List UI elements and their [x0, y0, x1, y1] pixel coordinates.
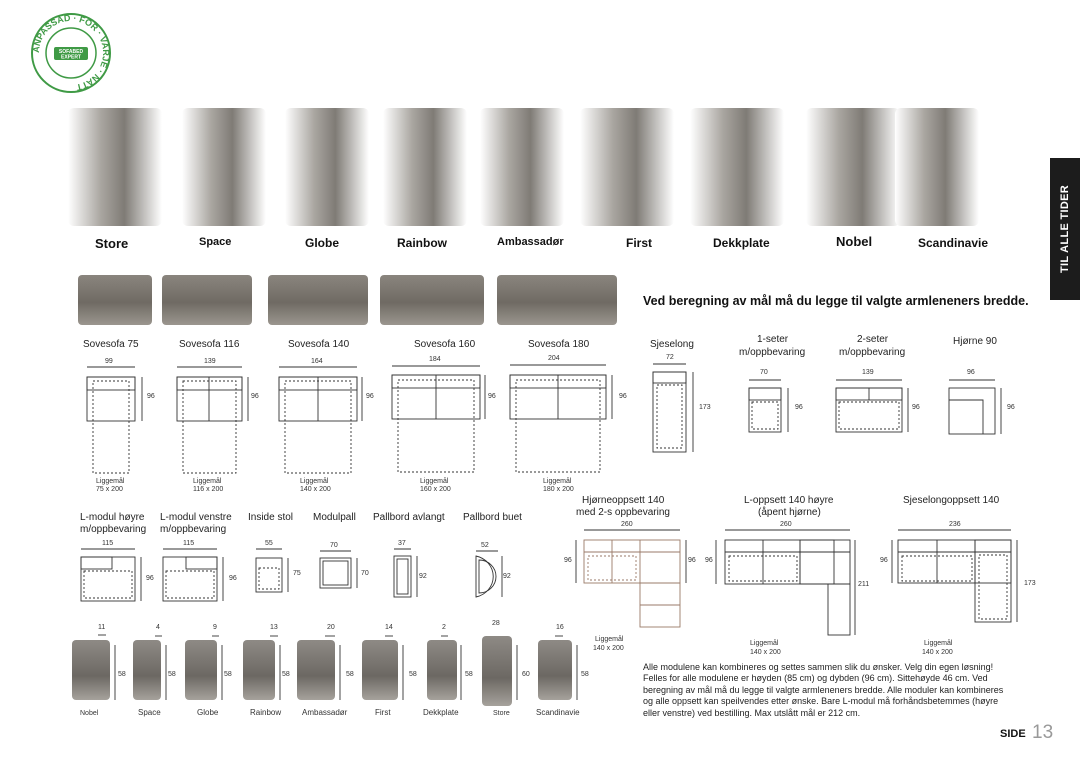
armrest-width-name: Dekkplate	[423, 708, 459, 717]
armrest-name: First	[626, 236, 653, 250]
dim-depth: 96	[488, 393, 496, 400]
dim-width: 139	[862, 369, 874, 376]
armrest-width: 4	[156, 624, 160, 631]
dim-width: 70	[760, 369, 768, 376]
dim-width: 260	[621, 521, 633, 528]
module-name: Modulpall	[313, 512, 356, 523]
dim-depth: 92	[503, 573, 511, 580]
drawing-hjorneoppsett	[576, 530, 686, 627]
setup-name: Hjørneoppsett 140	[582, 495, 665, 506]
dim-depth: 211	[858, 581, 870, 588]
dim-depth: 70	[361, 570, 369, 577]
module-name: Hjørne 90	[953, 336, 997, 347]
stamp-ring-text: ANPASSAD · FÖR · VARJE · NATT	[30, 12, 112, 93]
dim-depth: 96	[688, 557, 696, 564]
drawing-2-seter	[836, 380, 908, 432]
armrest-width: 14	[385, 624, 393, 631]
module-name: L-modul høyre	[80, 512, 145, 523]
dim-depth: 96	[564, 557, 572, 564]
dim-width: 164	[311, 358, 323, 365]
module-name: Inside stol	[248, 512, 294, 523]
drawing-l-modul-venstre	[163, 549, 223, 601]
drawing-pallbord-avlangt	[394, 549, 417, 597]
sovesofa-name: Sovesofa 160	[414, 339, 476, 350]
dim-depth: 96	[147, 393, 155, 400]
liggemal-label: Liggemål	[543, 478, 572, 485]
module-name: Sjeselong	[650, 339, 694, 350]
liggemal-label: Liggemål	[96, 478, 125, 485]
module-name: 1-seter	[757, 334, 789, 345]
armrest-height: 58	[224, 671, 232, 678]
dim-depth: 92	[419, 573, 427, 580]
armrest-height: 60	[522, 671, 530, 678]
drawing-sjeselongoppsett	[892, 530, 1017, 622]
dim-width: 37	[398, 540, 406, 547]
armrest-name: Space	[199, 236, 232, 248]
liggemal-value: 160 x 200	[420, 486, 451, 493]
armrest-height: 58	[168, 671, 176, 678]
armrest-width-name: First	[375, 708, 391, 717]
armrest-width-name: Ambassadør	[302, 708, 348, 717]
armrest-name: Ambassadør	[497, 236, 564, 248]
armrest-height: 58	[282, 671, 290, 678]
armrest-photo-small	[362, 640, 398, 700]
armrest-width: 2	[442, 624, 446, 631]
armrest-width: 28	[492, 620, 500, 627]
setup-name: L-oppsett 140 høyre	[744, 495, 834, 506]
liggemal-label: Liggemål	[595, 636, 624, 643]
dim-depth: 96	[251, 393, 259, 400]
drawing-1-seter	[749, 380, 788, 432]
dim-width: 204	[548, 355, 560, 362]
dim-depth: 96	[366, 393, 374, 400]
liggemal-value: 140 x 200	[300, 486, 331, 493]
armrest-photo-small	[243, 640, 275, 700]
drawing-inside-stol	[256, 549, 288, 592]
page-number: 13	[1032, 722, 1054, 743]
dim-depth: 96	[880, 557, 888, 564]
armrest-name: Globe	[305, 236, 340, 250]
armrest-photo-small	[185, 640, 217, 700]
armrest-height: 58	[346, 671, 354, 678]
liggemal-label: Liggemål	[750, 640, 779, 647]
dim-width: 72	[666, 354, 674, 361]
stamp-line2: EXPERT	[60, 54, 82, 61]
armrest-width-name: Rainbow	[250, 708, 282, 717]
armrest-height: 58	[118, 671, 126, 678]
drawing-l-oppsett	[716, 530, 855, 635]
dim-width: 260	[780, 521, 792, 528]
drawing-sovesofa-180	[510, 365, 612, 472]
dim-width: 115	[183, 540, 195, 547]
dim-width: 236	[949, 521, 961, 528]
armrest-photo-small	[538, 640, 572, 700]
liggemal-value: 140 x 200	[922, 649, 953, 656]
sidebar-label: TIL ALLE TIDER	[1059, 185, 1071, 273]
armrest-photo-small	[427, 640, 457, 700]
setup-name: med 2-s oppbevaring	[576, 507, 670, 518]
dim-depth: 96	[705, 557, 713, 564]
liggemal-label: Liggemål	[420, 478, 449, 485]
module-name: m/oppbevaring	[839, 347, 906, 358]
dim-depth: 173	[699, 404, 711, 411]
dim-width: 52	[481, 542, 489, 549]
liggemal-value: 75 x 200	[96, 486, 123, 493]
module-name: Pallbord buet	[463, 512, 522, 523]
dim-width: 55	[265, 540, 273, 547]
module-name: Pallbord avlangt	[373, 512, 445, 523]
liggemal-value: 140 x 200	[750, 649, 781, 656]
liggemal-label: Liggemål	[924, 640, 953, 647]
armrest-height: 58	[465, 671, 473, 678]
armrest-width: 16	[556, 624, 564, 631]
armrest-width-name: Nobel	[80, 710, 99, 717]
armrest-width: 13	[270, 624, 278, 631]
dim-depth: 96	[146, 575, 154, 582]
drawing-sovesofa-160	[392, 366, 485, 472]
armrest-photo-small	[482, 636, 512, 706]
module-name: L-modul venstre	[160, 512, 232, 523]
armrest-width: 20	[327, 624, 335, 631]
liggemal-label: Liggemål	[193, 478, 222, 485]
sovesofa-name: Sovesofa 116	[179, 339, 240, 350]
setup-name: Sjeselongoppsett 140	[903, 495, 1000, 506]
sovesofa-name: Sovesofa 75	[83, 339, 139, 350]
stamp-line1: SOFABED	[58, 49, 84, 55]
dim-depth: 75	[293, 570, 301, 577]
drawing-hjorne-90	[949, 380, 1001, 434]
armrest-name: Store	[95, 236, 129, 251]
dim-depth: 96	[1007, 404, 1015, 411]
armrest-name: Nobel	[836, 234, 873, 249]
armrest-name: Dekkplate	[713, 236, 770, 250]
armrest-width: 9	[213, 624, 217, 631]
setup-name: (åpent hjørne)	[758, 507, 821, 518]
headline: Ved beregning av mål må du legge til valgte armleneners bredde.	[643, 294, 1029, 308]
dim-depth: 96	[795, 404, 803, 411]
armrest-photo-small	[133, 640, 161, 700]
module-name: m/oppbevaring	[160, 524, 227, 535]
dim-depth: 96	[229, 575, 237, 582]
armrest-height: 58	[409, 671, 417, 678]
dim-depth: 173	[1024, 580, 1036, 587]
module-name: 2-seter	[857, 334, 889, 345]
liggemal-value: 116 x 200	[193, 486, 224, 493]
dim-width: 115	[102, 540, 114, 547]
dim-width: 99	[105, 358, 113, 365]
drawing-sovesofa-116	[177, 367, 248, 473]
armrest-width-name: Scandinavie	[536, 708, 580, 717]
dim-width: 184	[429, 356, 441, 363]
sovesofa-name: Sovesofa 140	[288, 339, 350, 350]
armrest-width-name: Space	[138, 708, 161, 717]
liggemal-label: Liggemål	[300, 478, 329, 485]
armrest-name: Scandinavie	[918, 236, 989, 250]
liggemal-value: 180 x 200	[543, 486, 574, 493]
page-side-label: SIDE	[1000, 728, 1026, 740]
dim-depth: 96	[619, 393, 627, 400]
info-paragraph: Alle modulene kan kombineres og settes sammen slik du ønsker. Velg din egen løsning! Felles for alle modulene er høyden (85 cm) og dybden (96 cm). Sittehøyde 46 cm. Ved beregning av mål må du legge til valgte armleneners bredde. Alle moduler kan kombineres og alle oppsett kan speilvendes etter ønske. Bare L-modul må forhåndsbetemmes (høyre eller venstre) ved bestilling. Max utslått mål er 212 cm.	[643, 662, 1004, 718]
module-name: m/oppbevaring	[80, 524, 147, 535]
drawing-modulpall	[320, 551, 357, 588]
drawing-sjeselong	[653, 364, 693, 452]
drawing-pallbord-buet	[476, 551, 502, 597]
drawing-l-modul-hoyre	[81, 549, 141, 601]
armrest-width-name: Store	[493, 710, 510, 717]
drawing-sovesofa-75	[87, 367, 142, 473]
dim-width: 96	[967, 369, 975, 376]
dim-width: 70	[330, 542, 338, 549]
armrest-photo-small	[297, 640, 335, 700]
drawing-sovesofa-140	[279, 367, 362, 473]
armrest-height: 58	[581, 671, 589, 678]
armrest-width: 11	[98, 624, 106, 631]
armrest-name: Rainbow	[397, 236, 447, 250]
module-name: m/oppbevaring	[739, 347, 806, 358]
dim-width: 139	[204, 358, 216, 365]
liggemal-value: 140 x 200	[593, 645, 624, 652]
dim-depth: 96	[912, 404, 920, 411]
armrest-width-name: Globe	[197, 708, 219, 717]
armrest-photo-small	[72, 640, 110, 700]
sovesofa-name: Sovesofa 180	[528, 339, 590, 350]
